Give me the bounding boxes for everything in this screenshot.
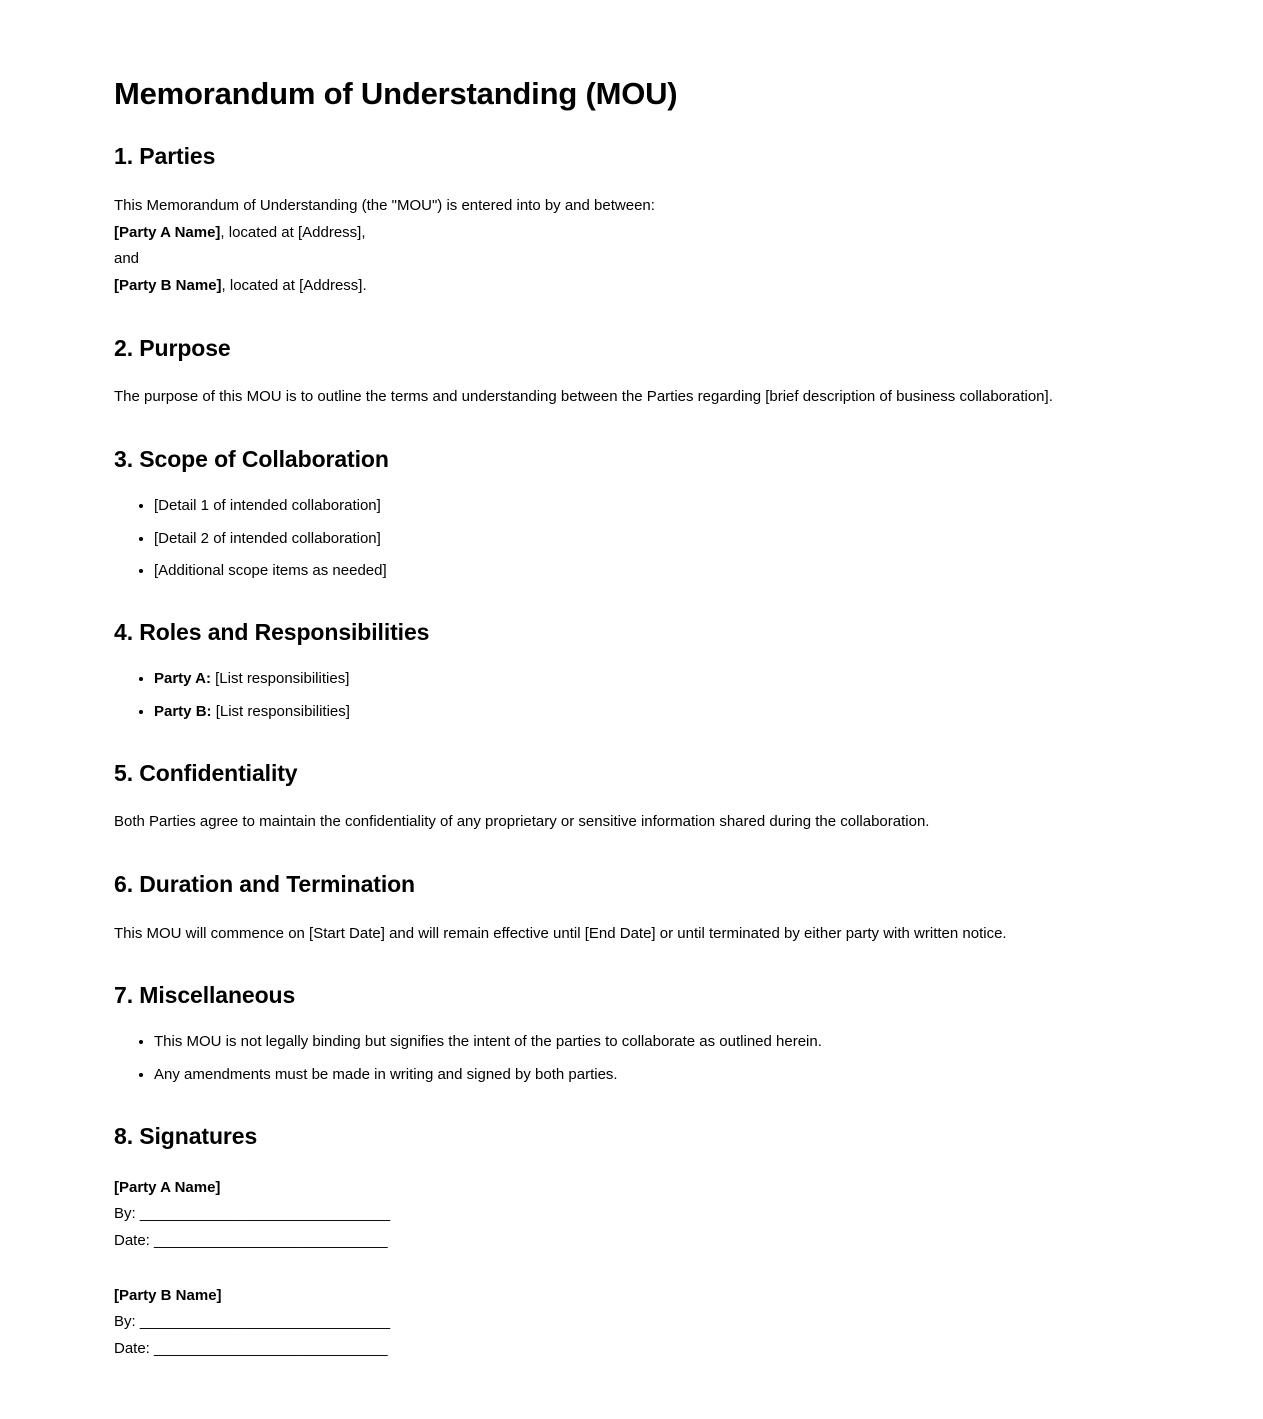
confidentiality-paragraph: Both Parties agree to maintain the confidentiality of any proprietary or sensitive information shared during the collaboration. [114, 813, 930, 831]
section-heading-miscellaneous: 7. Miscellaneous [114, 982, 296, 1009]
signature-party-b-name: [Party B Name] [114, 1286, 222, 1304]
scope-list [114, 493, 1149, 584]
role-party-b-value: [List responsibilities] [211, 702, 350, 720]
section-heading-duration: 6. Duration and Termination [114, 871, 416, 898]
role-party-a-value: [List responsibilities] [210, 670, 350, 688]
section-heading-parties: 1. Parties [114, 143, 216, 170]
signature-party-b-date-line: Date: ____________________________ [114, 1340, 388, 1358]
party-a-address-text: , located at [Address], [220, 223, 366, 241]
list-item [154, 666, 1149, 692]
signature-party-a-by-line: By: ______________________________ [114, 1205, 391, 1223]
section-heading-scope: 3. Scope of Collaboration [114, 446, 389, 473]
signature-party-b-by-line: By: ______________________________ [114, 1313, 391, 1331]
list-item: • Any amendments must be made in writing and signed by both parties. [154, 1062, 1149, 1088]
list-item [154, 699, 1149, 725]
section-heading-signatures: 8. Signatures [114, 1122, 258, 1149]
parties-intro-text: This Memorandum of Understanding (the "MOU") is entered into by and between: [114, 196, 655, 214]
roles-list [114, 666, 1149, 725]
page-title: Memorandum of Understanding (MOU) [114, 76, 678, 111]
section-heading-roles: 4. Roles and Responsibilities [114, 619, 430, 646]
signature-party-a-date-line: Date: ____________________________ [114, 1231, 388, 1249]
signature-party-a-name: [Party A Name] [114, 1178, 221, 1196]
section-heading-purpose: 2. Purpose [114, 334, 231, 361]
party-b-name-label: [Party B Name] [114, 277, 222, 294]
list-item: • [Detail 1 of intended collaboration] [154, 493, 1149, 519]
role-party-b-label: Party B: [154, 702, 212, 720]
party-b-address-text: , located at [Address]. [221, 277, 367, 294]
party-a-name-label: [Party A Name] [114, 223, 221, 241]
duration-paragraph: This MOU will commence on [Start Date] and will remain effective until [End Date] or until terminated by either party with written notice. [114, 924, 1007, 942]
list-item: • [Additional scope items as needed] [154, 558, 1149, 584]
signature-block-party-a [114, 1175, 1149, 1255]
parties-conjunction-text: and [114, 250, 140, 268]
role-party-a-label: Party A: [154, 670, 211, 688]
miscellaneous-list [114, 1029, 1149, 1088]
signature-block-party-b [114, 1283, 1149, 1363]
section-heading-confidentiality: 5. Confidentiality [114, 759, 298, 786]
list-item: • This MOU is not legally binding but signifies the intent of the parties to collaborate as outlined herein. [154, 1029, 1149, 1055]
parties-paragraph [114, 193, 1149, 300]
list-item: • [Detail 2 of intended collaboration] [154, 526, 1149, 552]
purpose-paragraph: The purpose of this MOU is to outline the terms and understanding between the Parties regarding [brief description of business collaboration]. [114, 388, 1053, 406]
